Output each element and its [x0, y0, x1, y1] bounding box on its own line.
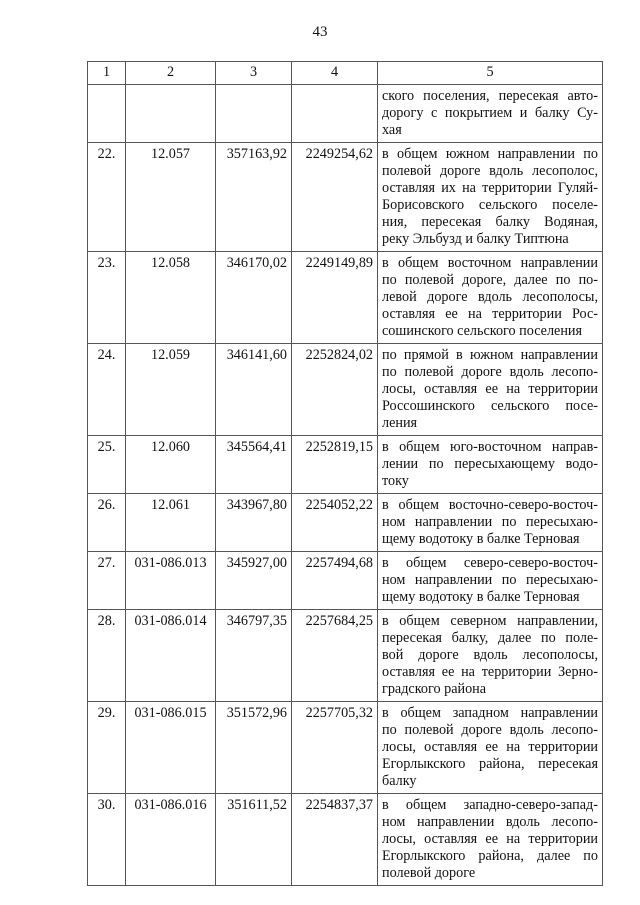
- number-cell: 27.: [88, 552, 126, 610]
- column-header: 4: [292, 62, 378, 85]
- y-coordinate-cell: 2254052,22: [292, 494, 378, 552]
- description-line: в общем северо-северо-восточ-: [382, 555, 598, 571]
- x-coordinate-cell: 346141,60: [216, 344, 292, 436]
- x-coordinate-cell: 345927,00: [216, 552, 292, 610]
- description-line: щему водотоку в балке Терновая: [382, 589, 580, 605]
- x-coordinate-cell: 345564,41: [216, 436, 292, 494]
- table-row: [88, 252, 603, 344]
- column-header: 2: [126, 62, 216, 85]
- description-cell: [378, 610, 603, 702]
- description-cell: [378, 494, 603, 552]
- x-coordinate-cell: 357163,92: [216, 143, 292, 252]
- description-line: оставляя ее на территории Зерно-: [382, 664, 598, 680]
- description-line: вой дороге вдоль лесополосы,: [382, 647, 598, 663]
- description-line: в общем северном направлении,: [382, 613, 598, 629]
- table-row: [88, 552, 603, 610]
- code-cell: 12.058: [126, 252, 216, 344]
- column-header: 3: [216, 62, 292, 85]
- description-line: в общем западном направлении: [382, 705, 598, 721]
- description-line: току: [382, 473, 409, 489]
- y-coordinate-cell: 2252824,02: [292, 344, 378, 436]
- code-cell: 12.057: [126, 143, 216, 252]
- description-line: по полевой дороге вдоль лесопо-: [382, 364, 598, 380]
- boundary-table: [87, 61, 603, 886]
- number-cell: 23.: [88, 252, 126, 344]
- number-cell: 22.: [88, 143, 126, 252]
- code-cell: 031-086.013: [126, 552, 216, 610]
- code-cell: 031-086.014: [126, 610, 216, 702]
- code-cell: [126, 85, 216, 143]
- number-cell: 28.: [88, 610, 126, 702]
- code-cell: 12.061: [126, 494, 216, 552]
- table-row: [88, 610, 603, 702]
- description-line: хая: [382, 122, 402, 138]
- number-cell: 25.: [88, 436, 126, 494]
- description-line: полевой дороге вдоль лесополос,: [382, 163, 598, 179]
- column-header: 5: [378, 62, 603, 85]
- description-cell: [378, 552, 603, 610]
- description-line: оставляя их на территории Гуляй-: [382, 180, 598, 196]
- description-line: ном направлении по пересыхаю-: [382, 514, 598, 530]
- description-line: лосы, оставляя ее на территории: [382, 739, 598, 755]
- description-line: по полевой дороге вдоль лесопо-: [382, 722, 598, 738]
- number-cell: 29.: [88, 702, 126, 794]
- table-row: [88, 85, 603, 143]
- code-cell: 031-086.015: [126, 702, 216, 794]
- description-cell: [378, 794, 603, 886]
- description-line: сошинского сельского поселения: [382, 323, 583, 339]
- column-header: 1: [88, 62, 126, 85]
- table-row: [88, 436, 603, 494]
- description-cell: [378, 85, 603, 143]
- description-line: в общем юго-восточном направ-: [382, 439, 598, 455]
- description-line: щему водотоку в балке Терновая: [382, 531, 580, 547]
- table-header-row: [88, 62, 603, 85]
- description-line: в общем западно-северо-запад-: [382, 797, 598, 813]
- description-line: полевой дороге: [382, 865, 476, 881]
- code-cell: 12.059: [126, 344, 216, 436]
- description-line: пересекая балку, далее по поле-: [382, 630, 598, 646]
- description-line: Егорлыкского района, пересекая: [382, 756, 598, 772]
- table-body: [88, 62, 603, 886]
- description-line: оставляя ее на территории Рос-: [382, 306, 598, 322]
- x-coordinate-cell: 351572,96: [216, 702, 292, 794]
- table-row: [88, 794, 603, 886]
- description-cell: [378, 252, 603, 344]
- y-coordinate-cell: 2257705,32: [292, 702, 378, 794]
- description-cell: [378, 344, 603, 436]
- y-coordinate-cell: 2252819,15: [292, 436, 378, 494]
- y-coordinate-cell: [292, 85, 378, 143]
- description-line: по полевой дороге, далее по по-: [382, 272, 598, 288]
- description-cell: [378, 143, 603, 252]
- description-line: Борисовского сельского поселе-: [382, 197, 598, 213]
- description-cell: [378, 702, 603, 794]
- description-line: ном направлении по пересыхаю-: [382, 572, 598, 588]
- description-line: балку: [382, 773, 417, 789]
- description-line: в общем восточном направлении: [382, 255, 598, 271]
- code-cell: 12.060: [126, 436, 216, 494]
- number-cell: 26.: [88, 494, 126, 552]
- table-row: [88, 702, 603, 794]
- x-coordinate-cell: 346797,35: [216, 610, 292, 702]
- table-row: [88, 143, 603, 252]
- number-cell: 30.: [88, 794, 126, 886]
- x-coordinate-cell: 351611,52: [216, 794, 292, 886]
- description-line: ния, пересекая балку Водяная,: [382, 214, 598, 230]
- description-line: в общем восточно-северо-восточ-: [382, 497, 598, 513]
- x-coordinate-cell: [216, 85, 292, 143]
- table-row: [88, 344, 603, 436]
- y-coordinate-cell: 2257684,25: [292, 610, 378, 702]
- code-cell: 031-086.016: [126, 794, 216, 886]
- description-line: дорогу с покрытием и балку Су-: [382, 105, 598, 121]
- description-line: ном направлении вдоль лесопо-: [382, 814, 598, 830]
- description-line: Егорлыкского района, далее по: [382, 848, 598, 864]
- table-row: [88, 494, 603, 552]
- description-line: лосы, оставляя ее на территории: [382, 381, 598, 397]
- description-line: ского поселения, пересекая авто-: [382, 88, 598, 104]
- number-cell: [88, 85, 126, 143]
- description-line: Россошинского сельского посе-: [382, 398, 598, 414]
- y-coordinate-cell: 2257494,68: [292, 552, 378, 610]
- y-coordinate-cell: 2249254,62: [292, 143, 378, 252]
- description-line: левой дороге вдоль лесополосы,: [382, 289, 598, 305]
- x-coordinate-cell: 346170,02: [216, 252, 292, 344]
- description-cell: [378, 436, 603, 494]
- description-line: лосы, оставляя ее на территории: [382, 831, 598, 847]
- description-line: в общем южном направлении по: [382, 146, 598, 162]
- page-number: 43: [312, 24, 328, 40]
- x-coordinate-cell: 343967,80: [216, 494, 292, 552]
- y-coordinate-cell: 2249149,89: [292, 252, 378, 344]
- description-line: лении по пересыхающему водо-: [382, 456, 598, 472]
- y-coordinate-cell: 2254837,37: [292, 794, 378, 886]
- description-line: по прямой в южном направлении: [382, 347, 598, 363]
- number-cell: 24.: [88, 344, 126, 436]
- description-line: градского района: [382, 681, 487, 697]
- description-line: ления: [382, 415, 418, 431]
- description-line: реку Эльбузд и балку Типтюна: [382, 231, 569, 247]
